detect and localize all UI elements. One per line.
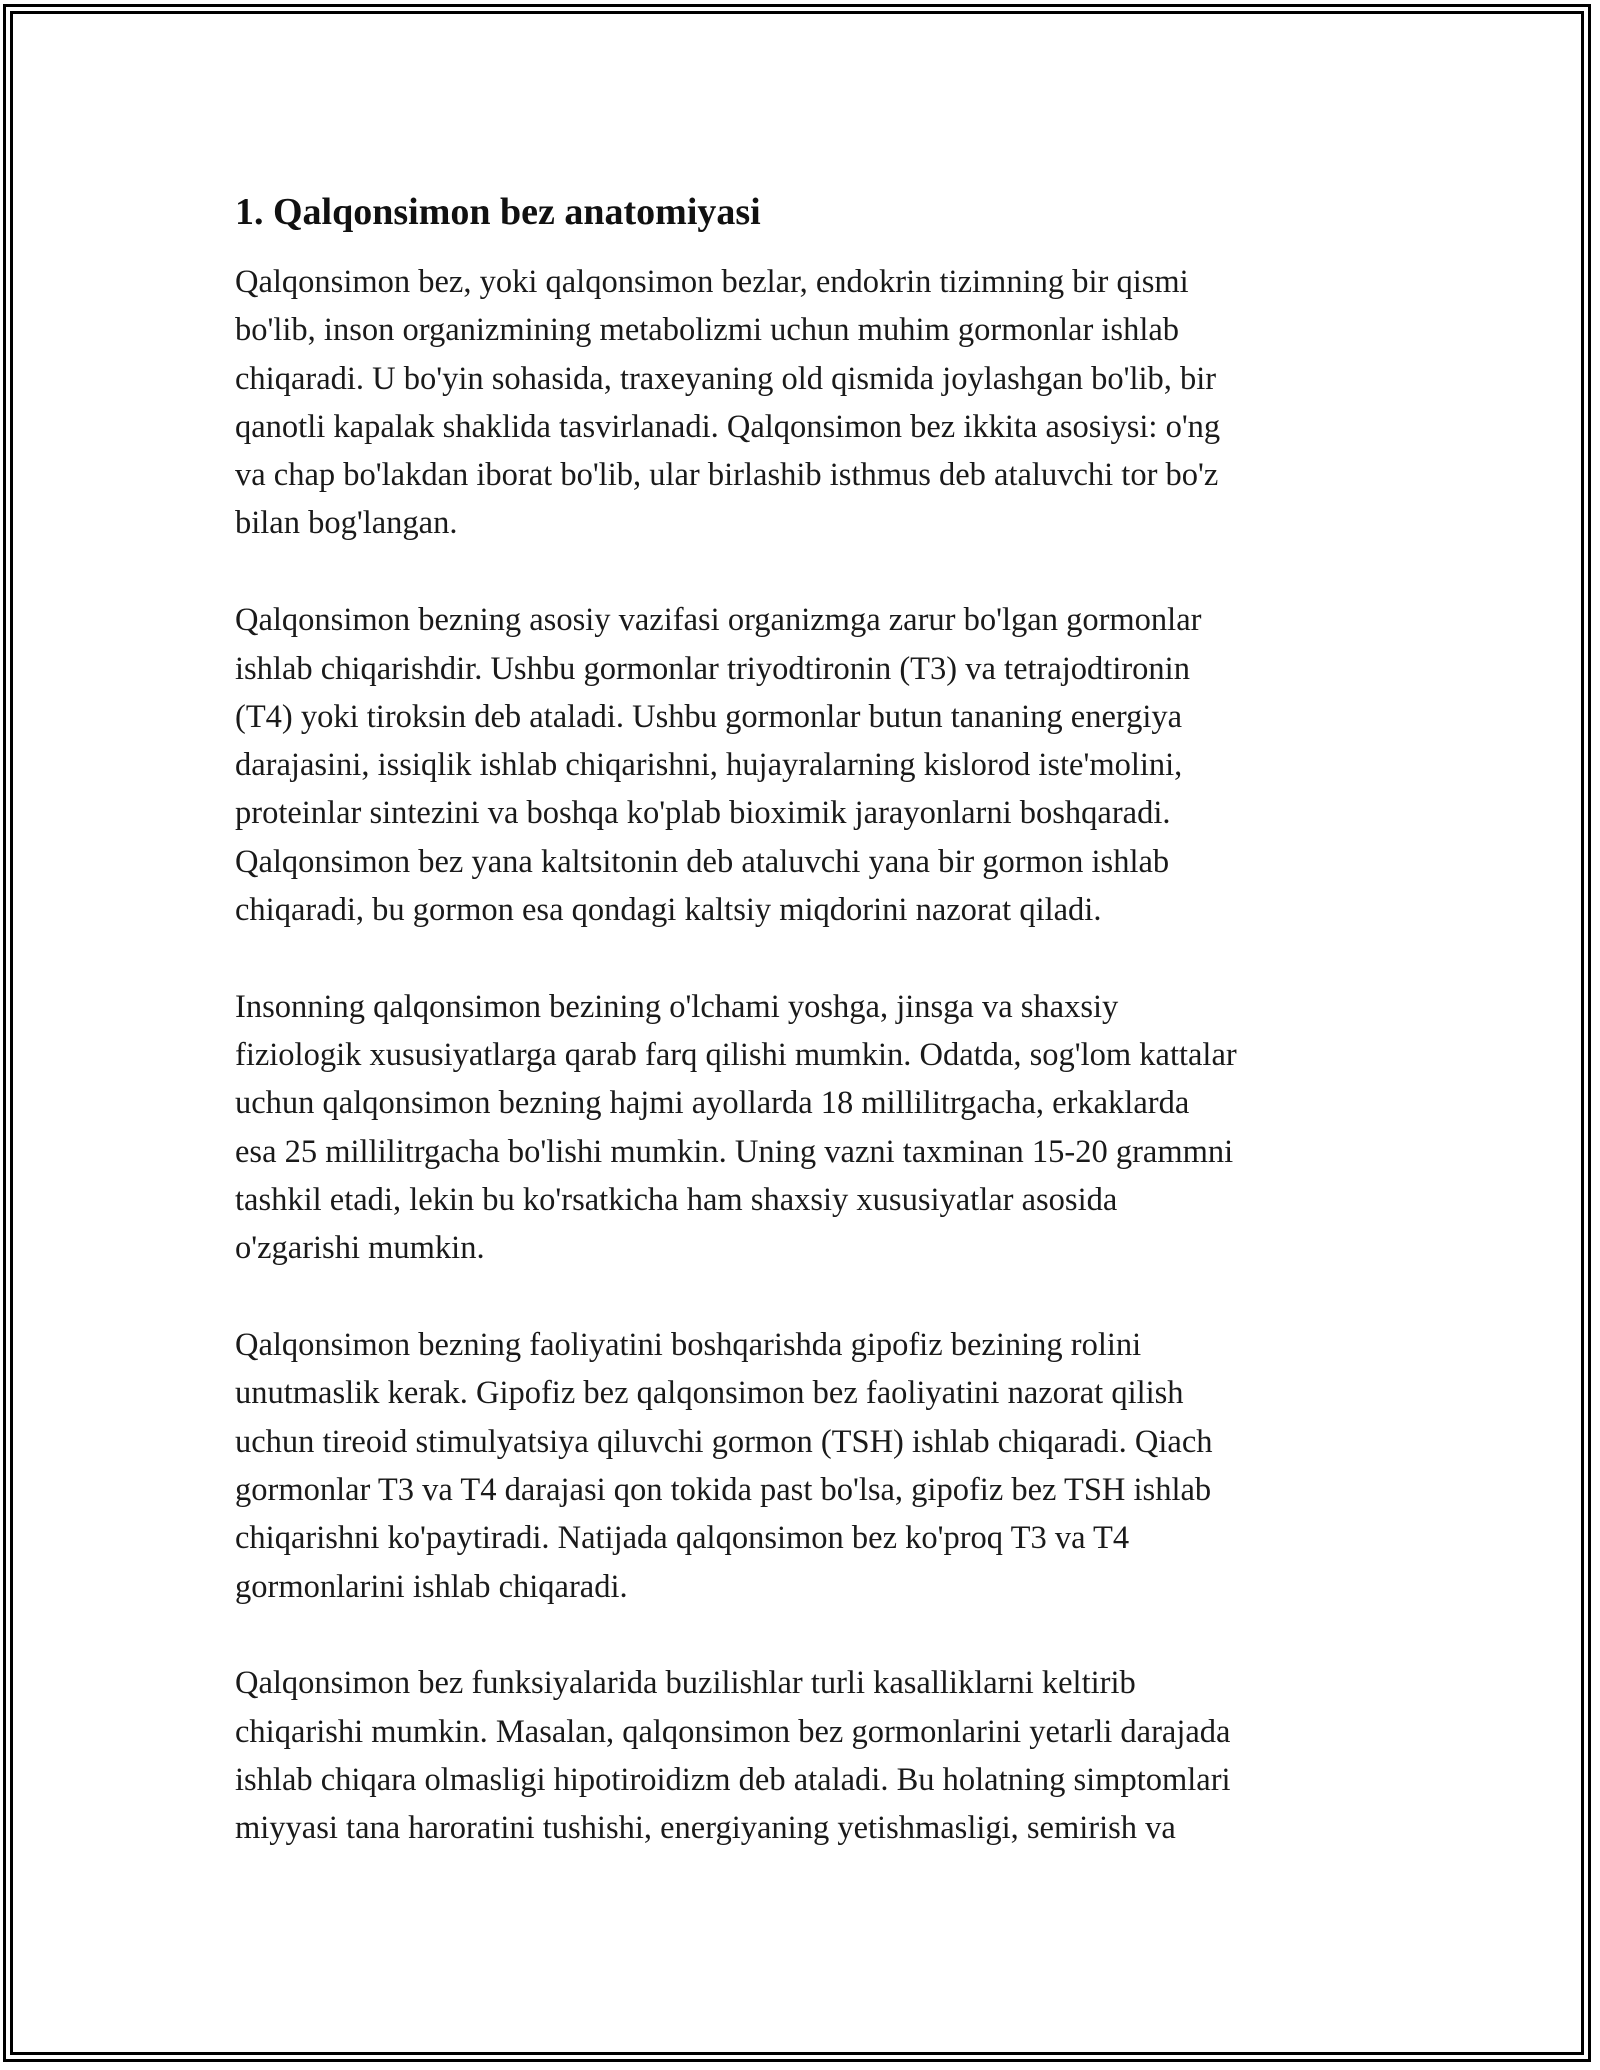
text-line: Qalqonsimon bez yana kaltsitonin deb ataluvchi yana bir gormon ishlab — [235, 843, 1170, 880]
text-line: Insonning qalqonsimon bezining o'lchami yoshga, jinsga va shaxsiy — [235, 988, 1119, 1025]
section-heading: 1. Qalqonsimon bez anatomiyasi — [235, 191, 761, 233]
text-line: gormonlar T3 va T4 darajasi qon tokida past bo'lsa, gipofiz bez TSH ishlab — [235, 1472, 1212, 1509]
text-line: bo'lib, inson organizmining metabolizmi uchun muhim gormonlar ishlab — [235, 312, 1180, 349]
text-line: unutmaslik kerak. Gipofiz bez qalqonsimon bez faoliyatini nazorat qilish — [235, 1375, 1184, 1412]
paragraph-anatomy-intro — [235, 258, 1395, 548]
text-line: uchun tireoid stimulyatsiya qiluvchi gormon (TSH) ishlab chiqaradi. Qiach — [235, 1423, 1213, 1460]
paragraph-size — [235, 983, 1395, 1273]
text-line: fiziologik xususiyatlarga qarab farq qilishi mumkin. Odatda, sog'lom kattalar — [235, 1037, 1237, 1074]
text-line: Qalqonsimon bezning faoliyatini boshqarishda gipofiz bezining rolini — [235, 1327, 1142, 1364]
text-line: (T4) yoki tiroksin deb ataladi. Ushbu gormonlar butun tananing energiya — [235, 698, 1183, 735]
paragraph-main-function — [235, 596, 1395, 934]
text-line: ishlab chiqara olmasligi hipotiroidizm deb ataladi. Bu holatning simptomlari — [235, 1762, 1231, 1799]
text-line: ishlab chiqarishdir. Ushbu gormonlar triyodtironin (T3) va tetrajodtironin — [235, 650, 1190, 687]
document-body — [235, 188, 1395, 1901]
text-line: gormonlarini ishlab chiqaradi. — [235, 1568, 628, 1605]
text-line: o'zgarishi mumkin. — [235, 1230, 485, 1267]
text-line: va chap bo'lakdan iborat bo'lib, ular birlashib isthmus deb ataluvchi tor bo'z — [235, 457, 1219, 494]
text-line: tashkil etadi, lekin bu ko'rsatkicha ham shaxsiy xususiyatlar asosida — [235, 1182, 1118, 1219]
text-line: chiqaradi, bu gormon esa qondagi kaltsiy miqdorini nazorat qiladi. — [235, 892, 1102, 929]
text-line: uchun qalqonsimon bezning hajmi ayollarda 18 millilitrgacha, erkaklarda — [235, 1085, 1190, 1122]
text-line: Qalqonsimon bezning asosiy vazifasi organizmga zarur bo'lgan gormonlar — [235, 602, 1202, 639]
text-line: darajasini, issiqlik ishlab chiqarishni, hujayralarning kislorod iste'molini, — [235, 747, 1183, 784]
text-line: chiqarishi mumkin. Masalan, qalqonsimon bez gormonlarini yetarli darajada — [235, 1713, 1231, 1750]
text-line: Qalqonsimon bez funksiyalarida buzilishlar turli kasalliklarni keltirib — [235, 1665, 1136, 1702]
text-line: Qalqonsimon bez, yoki qalqonsimon bezlar, endokrin tizimning bir qismi — [235, 264, 1189, 300]
paragraph-disorders — [235, 1659, 1395, 1852]
text-line: miyyasi tana haroratini tushishi, energiyaning yetishmasligi, semirish va — [235, 1810, 1176, 1847]
text-line: chiqaradi. U bo'yin sohasida, traxeyaning old qismida joylashgan bo'lib, bir — [235, 360, 1217, 397]
text-line: proteinlar sintezini va boshqa ko'plab bioximik jarayonlarni boshqaradi. — [235, 795, 1171, 832]
text-line: esa 25 millilitrgacha bo'lishi mumkin. Uning vazni taxminan 15-20 grammni — [235, 1133, 1234, 1170]
text-line: bilan bog'langan. — [235, 505, 458, 542]
paragraph-pituitary — [235, 1321, 1395, 1611]
text-line: qanotli kapalak shaklida tasvirlanadi. Qalqonsimon bez ikkita asosiysi: o'ng — [235, 408, 1221, 445]
text-line: chiqarishni ko'paytiradi. Natijada qalqonsimon bez ko'proq T3 va T4 — [235, 1520, 1130, 1557]
